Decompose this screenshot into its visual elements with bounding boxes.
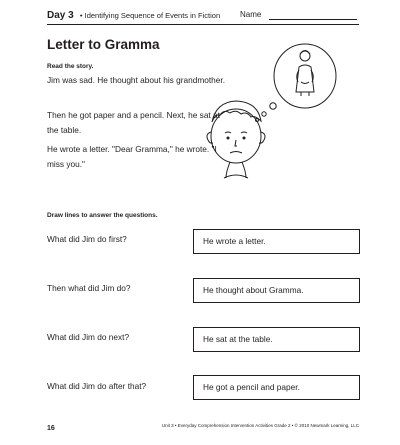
answer-box-4[interactable]: He got a pencil and paper. (193, 375, 360, 400)
footer-credit: Unit 3 • Everyday Comprehension Intervention Activities Grade 2 • © 2010 Newmark Learning, LLC (161, 423, 359, 428)
name-label: Name (240, 10, 262, 19)
question-1: What did Jim do first? (47, 234, 127, 244)
read-instruction: Read the story. (47, 63, 94, 70)
story-paragraph-2: Then he got paper and a pencil. Next, he sat at the table. (47, 110, 220, 135)
story-paragraph-1: Jim was sad. He thought about his grandmother. (47, 75, 226, 85)
answer-box-1[interactable]: He wrote a letter. (193, 229, 360, 254)
question-3: What did Jim do next? (47, 332, 130, 342)
answer-box-2[interactable]: He thought about Gramma. (193, 278, 360, 303)
question-2: Then what did Jim do? (47, 283, 131, 293)
draw-instruction: Draw lines to answer the questions. (47, 212, 158, 219)
answer-box-3[interactable]: He sat at the table. (193, 327, 360, 352)
thought-bubble (274, 44, 336, 108)
question-4: What did Jim do after that? (47, 381, 147, 391)
boy-icon (207, 101, 265, 178)
topic-label: • Identifying Sequence of Events in Fiction (79, 11, 221, 20)
day-label: Day 3 (47, 10, 74, 21)
page-number: 16 (47, 425, 55, 432)
story-paragraph-3: He wrote a letter. "Dear Gramma," he wrote. "I miss you." (47, 144, 217, 169)
page-title: Letter to Gramma (47, 37, 160, 52)
grandma-icon (296, 51, 314, 97)
